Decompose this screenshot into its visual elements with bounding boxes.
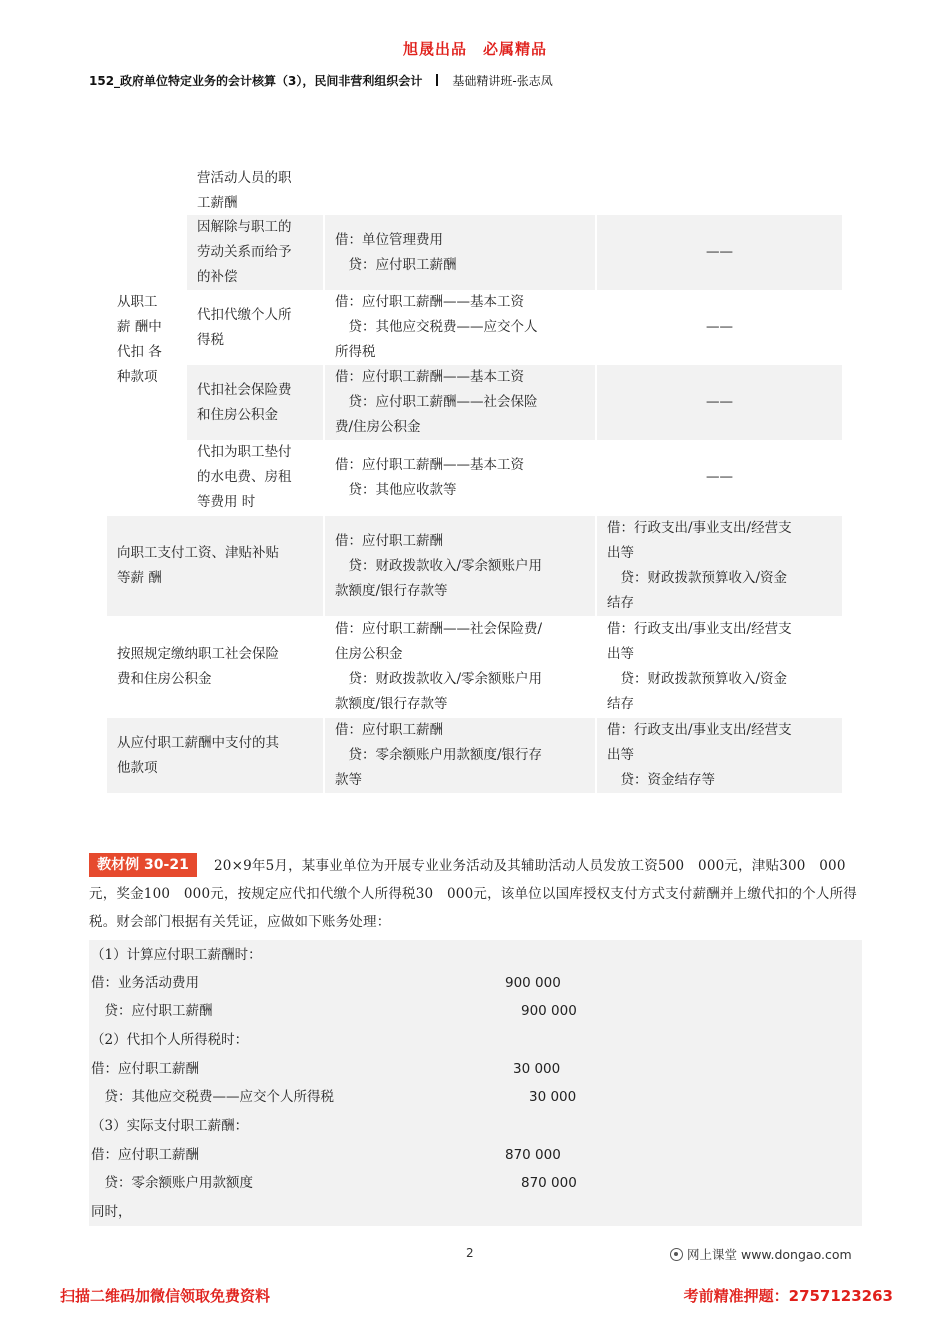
- row-item: 按照规定缴纳职工社会保险 费和住房公积金: [117, 646, 279, 687]
- budget-entry: ——: [597, 215, 842, 290]
- debit-amount: 30 000: [513, 1061, 561, 1077]
- entry-line: 贷：其他应交税费——应交个人所得税: [91, 1089, 334, 1105]
- entry-line: 借：应付职工薪酬: [91, 1147, 199, 1163]
- row-item: 代扣为职工垫付 的水电费、房租 等费用 时: [197, 444, 292, 510]
- entry-line: 贷：应付职工薪酬: [91, 1003, 213, 1019]
- entry-line: 贷：零余额账户用款额度: [91, 1175, 253, 1191]
- page-header: [89, 72, 553, 89]
- page-number: 2: [466, 1246, 474, 1260]
- row-item: 从应付职工薪酬中支付的其 他款项: [107, 718, 323, 793]
- example-paragraph: 20×9年5月，某事业单位为开展专业业务活动及其辅助活动人员发放工资500 000元，津贴300 000元，奖金100 000元，按规定应代扣代缴个人所得税30 000元，该单位以国库授权支付方式支付薪酬并上缴代扣的个人所得税。财会部门根据有关凭证，应做如下账务处理：: [89, 858, 857, 930]
- footer-site[interactable]: [670, 1245, 852, 1263]
- row-item: 代扣社会保险费 和住房公积金: [187, 365, 323, 440]
- debit-amount: 870 000: [505, 1147, 561, 1163]
- financial-entry: 借：应付职工薪酬——基本工资 贷：应付职工薪酬——社会保险 费/住房公积金: [325, 365, 595, 440]
- lecture-title: 152_政府单位特定业务的会计核算（3），民间非营利组织会计: [89, 74, 423, 88]
- credit-amount: 30 000: [529, 1089, 577, 1105]
- group-label: 从职工 薪 酬中 代扣 各 种款项: [117, 294, 162, 385]
- financial-entry: 借：应付职工薪酬——基本工资 贷：其他应交税费——应交个人 所得税: [335, 294, 538, 360]
- promo-qq: 考前精准押题：2757123263: [683, 1287, 893, 1305]
- budget-entry: 借：行政支出/事业支出/经营支 出等 贷：财政拨款预算收入/资金 结存: [597, 516, 842, 616]
- budget-entry: ——: [706, 319, 733, 335]
- budget-entry: ——: [597, 365, 842, 440]
- row-item: 营活动人员的职 工薪酬: [197, 170, 292, 211]
- financial-entry: 借：单位管理费用 贷：应付职工薪酬: [325, 215, 595, 290]
- entry-line: （1）计算应付职工薪酬时：: [91, 947, 262, 963]
- financial-entry: 借：应付职工薪酬 贷：财政拨款收入/零余额账户用 款额度/银行存款等: [325, 516, 595, 616]
- brand-banner: 旭晟出品 必属精品: [402, 40, 547, 58]
- promo-wechat: 扫描二维码加微信领取免费资料: [60, 1287, 271, 1305]
- budget-entry: 借：行政支出/事业支出/经营支 出等 贷：财政拨款预算收入/资金 结存: [607, 621, 792, 712]
- course-name: 基础精讲班-张志凤: [452, 74, 553, 88]
- entry-line: 借：应付职工薪酬: [91, 1061, 199, 1077]
- header-divider: [436, 74, 438, 86]
- debit-amount: 900 000: [505, 975, 561, 991]
- site-logo-icon: [670, 1248, 683, 1261]
- entry-line: （2）代扣个人所得税时：: [91, 1032, 249, 1048]
- entry-line: 借：业务活动费用: [91, 975, 199, 991]
- row-item: 向职工支付工资、津贴补贴 等薪 酬: [107, 516, 323, 616]
- row-item: 因解除与职工的 劳动关系而给予 的补偿: [187, 215, 323, 290]
- financial-entry: 借：应付职工薪酬——社会保险费/ 住房公积金 贷：财政拨款收入/零余额账户用 款额度/银行存款等: [335, 621, 543, 712]
- credit-amount: 900 000: [521, 1003, 577, 1019]
- entry-line: 同时，: [91, 1204, 132, 1220]
- financial-entry: 借：应付职工薪酬 贷：零余额账户用款额度/银行存 款等: [325, 718, 595, 793]
- financial-entry: 借：应付职工薪酬——基本工资 贷：其他应收款等: [335, 456, 524, 498]
- credit-amount: 870 000: [521, 1175, 577, 1191]
- budget-entry: 借：行政支出/事业支出/经营支 出等 贷：资金结存等: [597, 718, 842, 793]
- row-item: 代扣代缴个人所 得税: [197, 306, 292, 348]
- site-text: 网上课堂 www.dongao.com: [687, 1247, 852, 1262]
- budget-entry: ——: [706, 469, 733, 485]
- entry-line: （3）实际支付职工薪酬：: [91, 1118, 249, 1134]
- example-tag: 教材例 30-21: [89, 853, 197, 877]
